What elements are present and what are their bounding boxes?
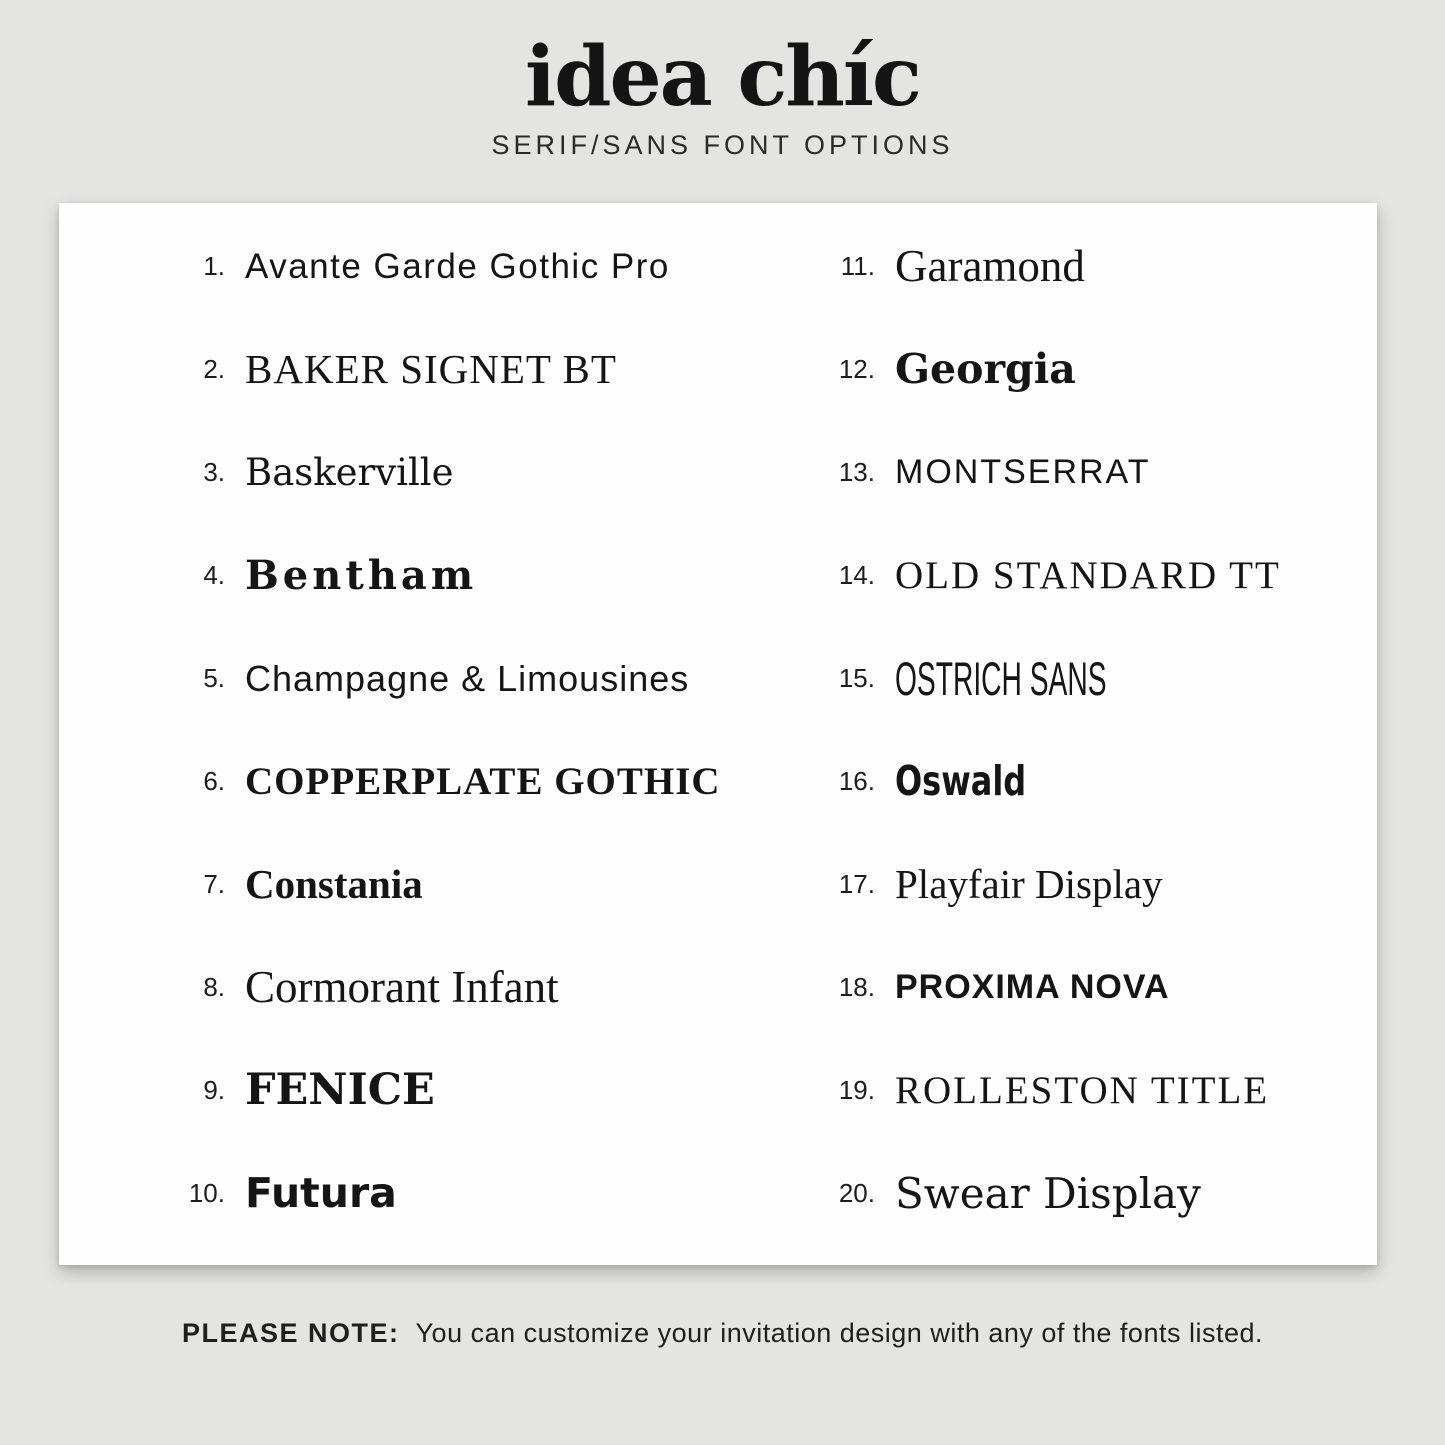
font-columns	[59, 203, 1377, 1245]
header	[0, 0, 1445, 161]
font-name: BAKER SIGNET BT	[245, 346, 617, 392]
font-name: Futura	[245, 1169, 397, 1217]
font-number: 11.	[840, 251, 875, 281]
footer-note	[0, 1318, 1445, 1349]
font-name: Swear Display	[895, 1169, 1201, 1218]
font-name: Avante Garde Gothic Pro	[245, 247, 670, 286]
font-name: COPPERPLATE GOTHIC	[245, 760, 721, 803]
font-list-item	[829, 833, 1377, 936]
font-list-card	[59, 203, 1377, 1265]
font-list-item	[179, 833, 829, 936]
font-list-item	[829, 421, 1377, 524]
font-name: Oswald	[895, 757, 1027, 805]
font-name: Cormorant Infant	[245, 962, 559, 1012]
font-number: 5.	[203, 663, 225, 693]
font-number: 6.	[203, 766, 225, 796]
font-name: OSTRICH SANS	[895, 652, 1107, 705]
font-number: 14.	[838, 560, 875, 590]
font-number: 20.	[838, 1178, 875, 1208]
font-number: 18.	[838, 972, 875, 1002]
page-subtitle: SERIF/SANS FONT OPTIONS	[491, 130, 954, 160]
font-list-right-column	[829, 215, 1377, 1245]
font-list-item	[179, 1142, 829, 1245]
font-list-item	[179, 318, 829, 421]
font-number: 4.	[203, 560, 225, 590]
footer-note-label: PLEASE NOTE:	[182, 1318, 400, 1348]
font-number: 7.	[203, 869, 225, 899]
font-list-item	[829, 1142, 1377, 1245]
font-list-item	[829, 318, 1377, 421]
font-name: Baskerville	[245, 451, 454, 494]
font-list-item	[179, 627, 829, 730]
font-number: 10.	[188, 1178, 225, 1208]
font-number: 13.	[838, 457, 875, 487]
font-number: 17.	[838, 869, 875, 899]
font-name: FENICE	[245, 1065, 435, 1115]
font-list-item	[829, 524, 1377, 627]
font-name: ROLLESTON TITLE	[895, 1069, 1270, 1112]
font-name: Bentham	[245, 552, 478, 599]
font-number: 9.	[203, 1075, 225, 1105]
font-number: 3.	[203, 457, 225, 487]
font-list-item	[179, 1039, 829, 1142]
font-name: Playfair Display	[895, 861, 1163, 907]
font-name: Champagne & Limousines	[245, 658, 690, 699]
font-list-item	[179, 730, 829, 833]
font-name: MONTSERRAT	[895, 453, 1151, 491]
footer-note-text: You can customize your invitation design with any of the fonts listed.	[415, 1318, 1263, 1348]
font-list-item	[829, 1039, 1377, 1142]
font-number: 2.	[203, 354, 225, 384]
font-number: 1.	[203, 251, 225, 281]
font-name: Garamond	[895, 241, 1085, 291]
font-list-item	[179, 524, 829, 627]
font-number: 12.	[838, 354, 875, 384]
font-name: OLD STANDARD TT	[895, 554, 1281, 597]
font-number: 16.	[838, 766, 875, 796]
brand-title: idea chíc	[525, 29, 920, 125]
font-list-item	[179, 421, 829, 524]
font-list-item	[829, 730, 1377, 833]
font-list-item	[829, 215, 1377, 318]
font-number: 15.	[838, 663, 875, 693]
font-number: 19.	[838, 1075, 875, 1105]
font-name: Georgia	[895, 345, 1076, 393]
font-name: PROXIMA NOVA	[895, 968, 1170, 1006]
font-list-item	[829, 936, 1377, 1039]
font-list-item	[179, 215, 829, 318]
font-list-left-column	[179, 215, 829, 1245]
font-list-item	[829, 627, 1377, 730]
font-list-item	[179, 936, 829, 1039]
font-name: Constania	[245, 861, 423, 907]
font-number: 8.	[203, 972, 225, 1002]
